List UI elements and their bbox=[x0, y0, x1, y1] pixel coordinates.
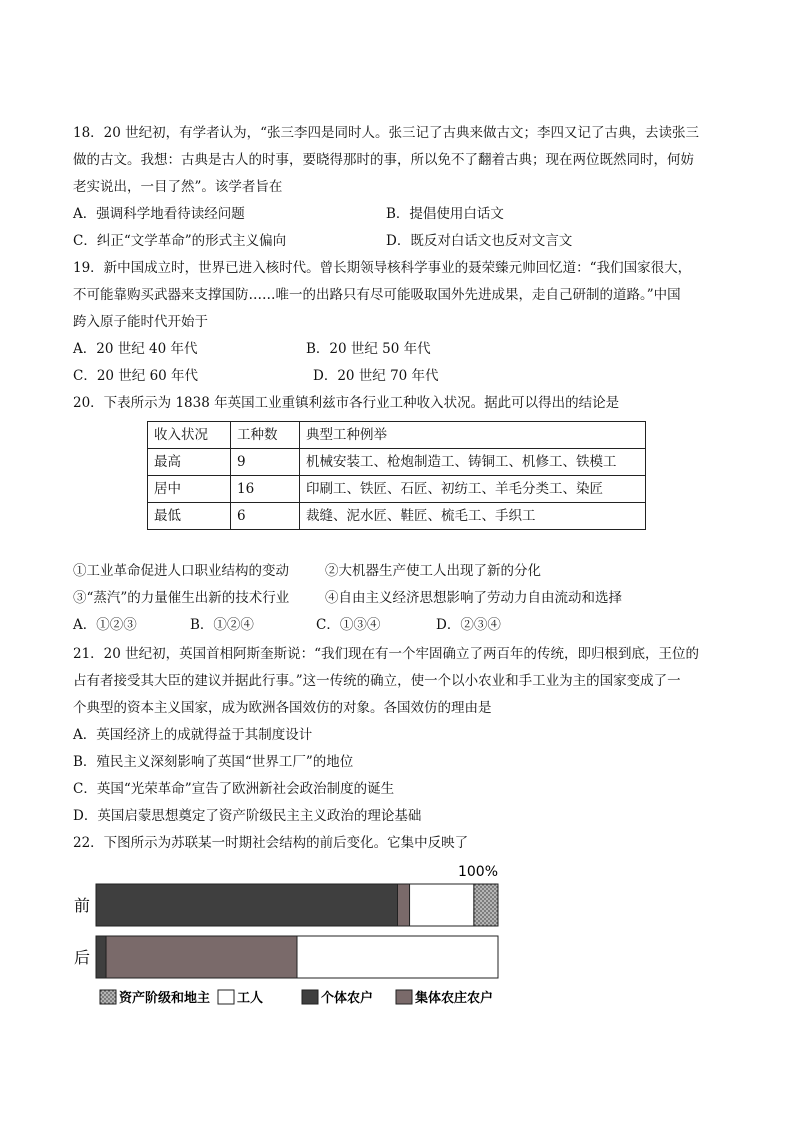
bar-segment-1-2 bbox=[297, 936, 498, 978]
q19-stem-line-2: 不可能靠购买武器来支撑国防……唯一的出路只有尽可能吸取国外先进成果，走自己研制的道路。”中国 bbox=[73, 287, 681, 303]
legend-swatch bbox=[396, 990, 412, 1004]
q21-option-b[interactable]: B．殖民主义深刻影响了英国“世界工厂”的地位 bbox=[73, 754, 354, 770]
category-label: 前 bbox=[74, 896, 91, 915]
table-header-cell: 收入状况 bbox=[148, 422, 231, 449]
table-cell: 6 bbox=[231, 503, 300, 530]
q19-option-b[interactable]: B．20 世纪 50 年代 bbox=[306, 341, 431, 357]
legend-label: 工人 bbox=[237, 991, 264, 1006]
legend-label: 个体农户 bbox=[321, 991, 374, 1006]
table-cell: 居中 bbox=[148, 476, 231, 503]
table-row bbox=[148, 476, 646, 503]
bar-segment-0-0 bbox=[96, 884, 398, 926]
q19-stem-line-1: 19．新中国成立时，世界已进入核时代。曾长期领导核科学事业的聂荣臻元帅回忆道：“我们国家很大， bbox=[73, 260, 692, 276]
q21-stem-line-1: 21．20 世纪初，英国首相阿斯奎斯说：“我们现在有一个牢固确立了两百年的传统，即归根到底，王位的 bbox=[73, 646, 700, 662]
table-header-cell: 典型工种例举 bbox=[300, 422, 646, 449]
table-header-cell: 工种数 bbox=[231, 422, 300, 449]
chart-legend bbox=[100, 990, 493, 1006]
wage-table bbox=[147, 421, 646, 530]
legend-swatch bbox=[100, 990, 116, 1004]
q21-option-d[interactable]: D．英国启蒙思想奠定了资产阶级民主主义政治的理论基础 bbox=[73, 808, 422, 824]
table-cell: 9 bbox=[231, 449, 300, 476]
q19-option-d[interactable]: D．20 世纪 70 年代 bbox=[313, 368, 439, 384]
chart-top-label: 100% bbox=[457, 864, 498, 880]
q18-option-d[interactable]: D．既反对白话文也反对文言文 bbox=[386, 233, 573, 249]
category-label: 后 bbox=[74, 948, 91, 967]
table-cell: 印刷工、铁匠、石匠、初纺工、羊毛分类工、染匠 bbox=[300, 476, 646, 503]
q18-option-c[interactable]: C．纠正“文学革命”的形式主义偏向 bbox=[73, 233, 287, 249]
q20-option-b[interactable]: B．①②④ bbox=[190, 617, 254, 633]
table-cell: 最低 bbox=[148, 503, 231, 530]
table-row bbox=[148, 503, 646, 530]
q18-stem-line-1: 18．20 世纪初，有学者认为，“张三李四是同时人。张三记了古典来做古文；李四又记了古典，去读张三 bbox=[73, 125, 700, 141]
bar-segment-0-3 bbox=[474, 884, 498, 926]
table-row bbox=[148, 449, 646, 476]
legend-swatch bbox=[302, 990, 318, 1004]
table-cell: 机械安装工、枪炮制造工、铸铜工、机修工、铁模工 bbox=[300, 449, 646, 476]
table-cell: 最高 bbox=[148, 449, 231, 476]
bar-segment-0-1 bbox=[398, 884, 410, 926]
q20-statement-3: ③“蒸汽”的力量催生出新的技术行业 bbox=[73, 590, 290, 606]
bar-segment-1-0 bbox=[96, 936, 106, 978]
q18-option-a[interactable]: A．强调科学地看待读经问题 bbox=[73, 206, 245, 222]
q21-stem-line-3: 个典型的资本主义国家，成为欧洲各国效仿的对象。各国效仿的理由是 bbox=[73, 700, 492, 716]
social-structure-chart bbox=[70, 860, 510, 1010]
q20-stem: 20．下表所示为 1838 年英国工业重镇利兹市各行业工种收入状况。据此可以得出的结论是 bbox=[73, 395, 620, 411]
q20-option-d[interactable]: D．②③④ bbox=[436, 617, 501, 633]
q20-statement-4: ④自由主义经济思想影响了劳动力自由流动和选择 bbox=[325, 590, 622, 606]
table-header-row bbox=[148, 422, 646, 449]
q19-option-a[interactable]: A．20 世纪 40 年代 bbox=[73, 341, 198, 357]
legend-label: 资产阶级和地主 bbox=[119, 991, 211, 1006]
bar-segment-0-2 bbox=[410, 884, 474, 926]
q20-option-a[interactable]: A．①②③ bbox=[73, 617, 137, 633]
q20-option-c[interactable]: C．①③④ bbox=[316, 617, 381, 633]
chart-bars bbox=[96, 884, 498, 978]
bar-segment-1-1 bbox=[106, 936, 297, 978]
chart-category-labels bbox=[74, 896, 90, 967]
q18-stem-line-2: 做的古文。我想：古典是古人的时事，要晓得那时的事，所以免不了翻着古典；现在两位既然同时，何妨 bbox=[73, 152, 694, 168]
legend-label: 集体农庄农户 bbox=[415, 991, 494, 1006]
q18-stem-line-3: 老实说出，一目了然”。该学者旨在 bbox=[73, 179, 283, 195]
q19-option-c[interactable]: C．20 世纪 60 年代 bbox=[73, 368, 199, 384]
table-cell: 16 bbox=[231, 476, 300, 503]
q21-option-a[interactable]: A．英国经济上的成就得益于其制度设计 bbox=[73, 727, 313, 743]
q19-stem-line-3: 跨入原子能时代开始于 bbox=[73, 314, 208, 330]
q22-stem: 22．下图所示为苏联某一时期社会结构的前后变化。它集中反映了 bbox=[73, 835, 469, 851]
legend-swatch bbox=[218, 990, 234, 1004]
q20-statement-1: ①工业革命促进人口职业结构的变动 bbox=[73, 563, 289, 579]
q18-option-b[interactable]: B．提倡使用白话文 bbox=[386, 206, 504, 222]
q21-option-c[interactable]: C．英国“光荣革命”宣告了欧洲新社会政治制度的诞生 bbox=[73, 781, 395, 797]
q20-statement-2: ②大机器生产使工人出现了新的分化 bbox=[325, 563, 541, 579]
q21-stem-line-2: 占有者接受其大臣的建议并据此行事。”这一传统的确立，使一个以小农业和手工业为主的国家变成了一 bbox=[73, 673, 681, 689]
table-cell: 裁缝、泥水匠、鞋匠、梳毛工、手织工 bbox=[300, 503, 646, 530]
